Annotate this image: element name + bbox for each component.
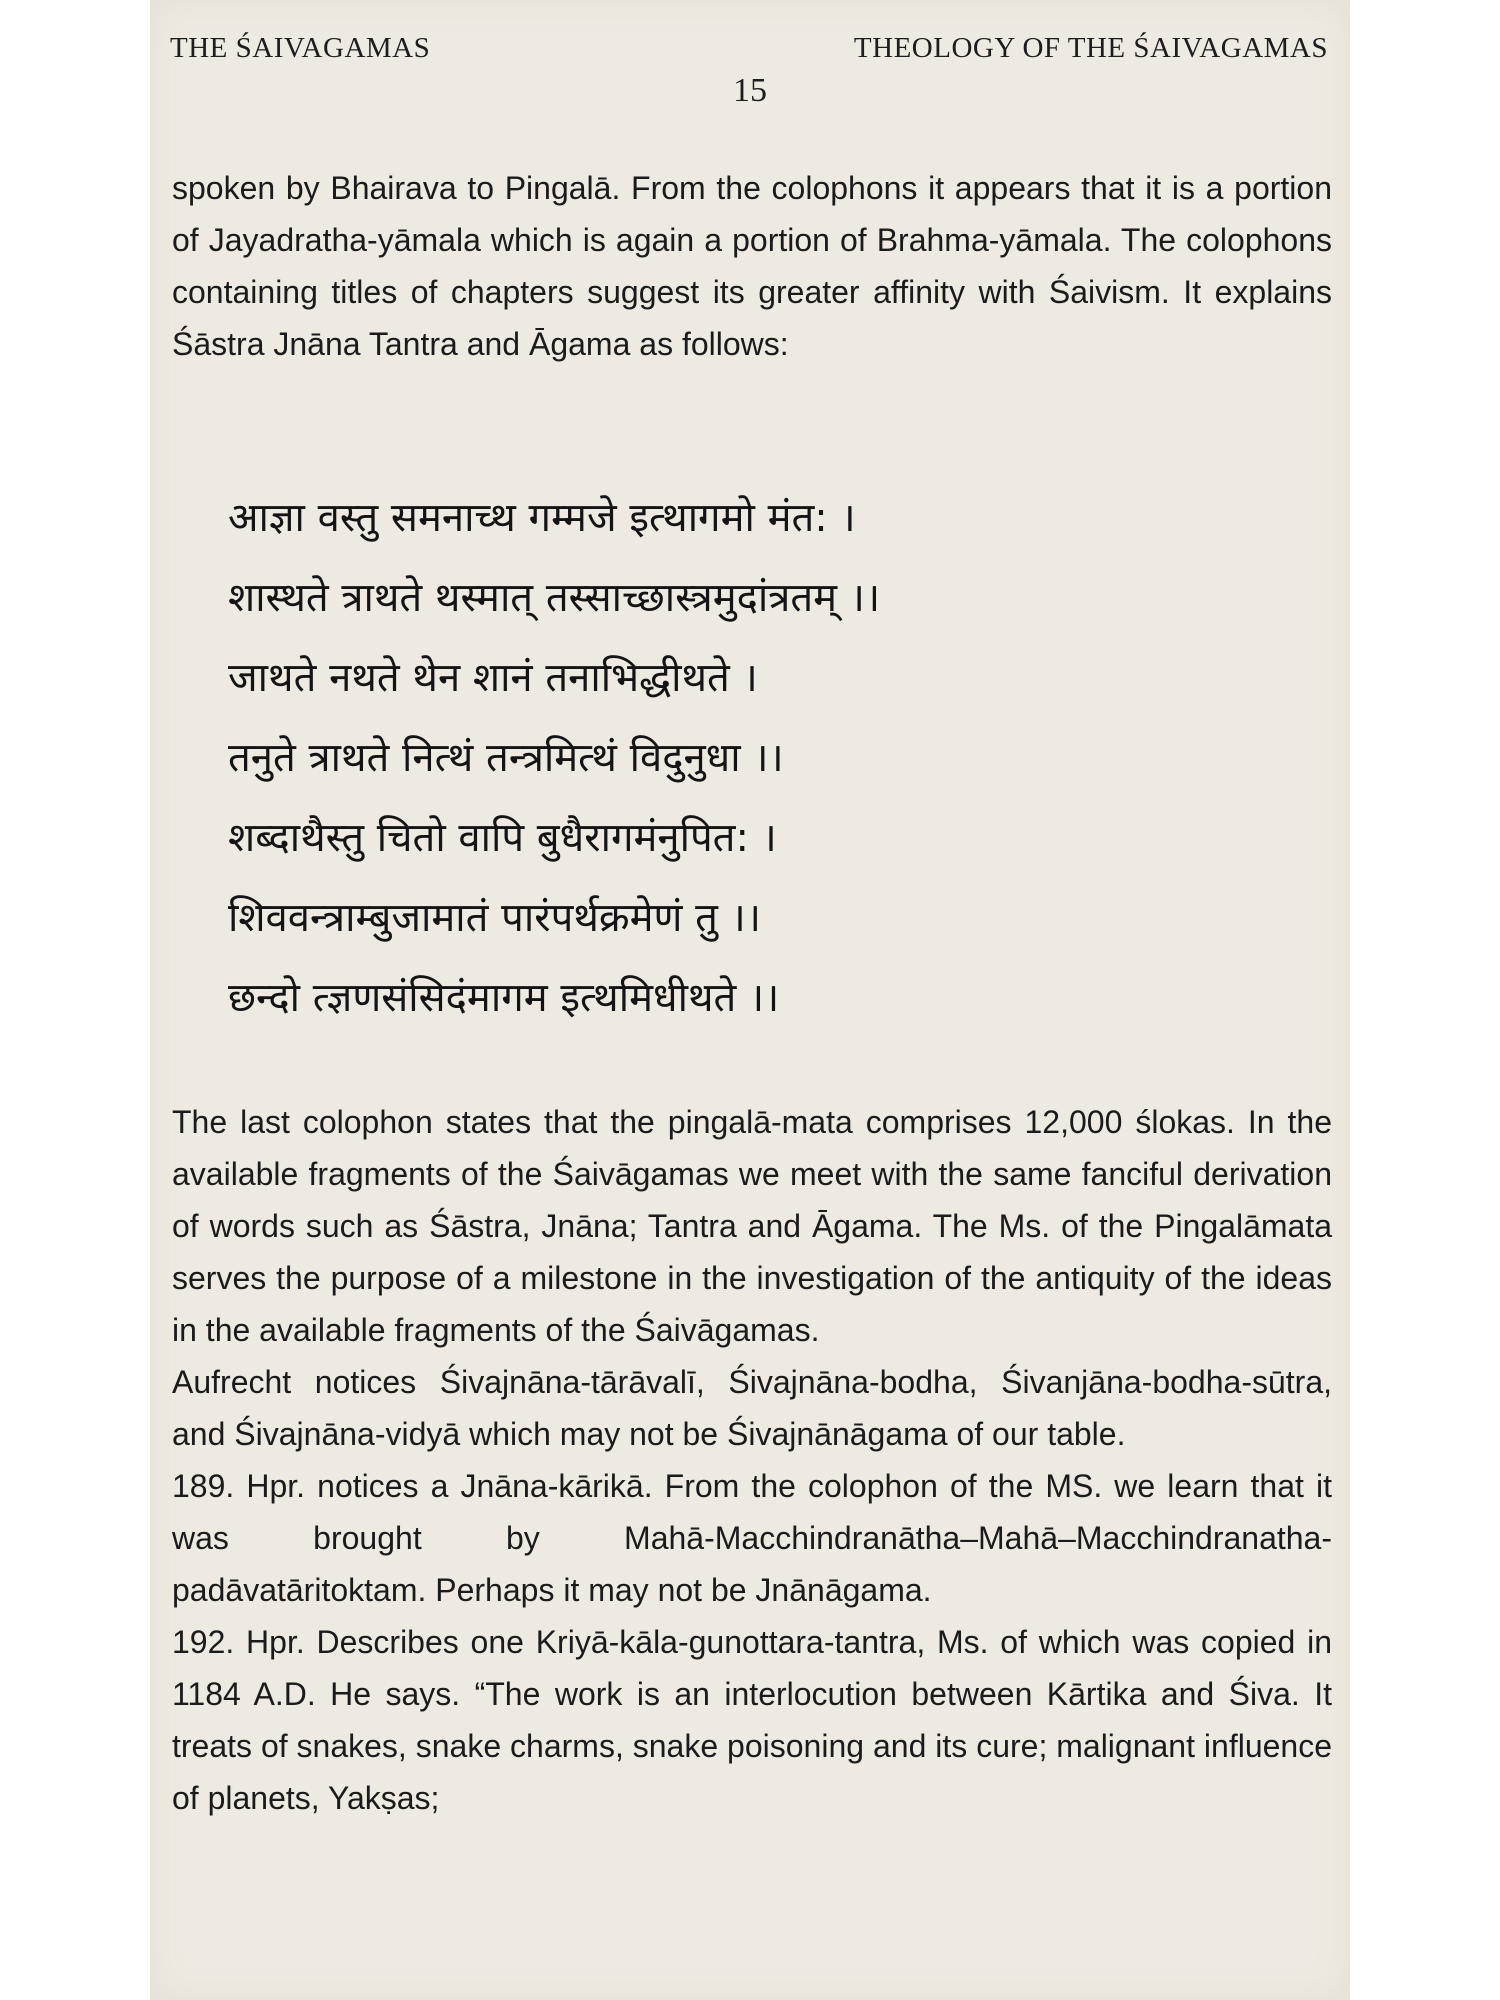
note-192: 192. Hpr. Describes one Kriyā-kāla-gunottara-tantra, Ms. of which was copied in 1184 A.D. He says. “The work is an interlocution between Kārtika and Śiva. It treats of snakes, snake charms, snake poisoning and its cure; malignant influence of planets, Yakṣas; xyxy=(172,1624,1332,1816)
header-left-title: THE ŚAIVAGAMAS xyxy=(170,32,431,64)
header-right-title: THEOLOGY OF THE ŚAIVAGAMAS xyxy=(853,32,1328,64)
intro-paragraph-block xyxy=(172,162,1332,370)
paragraph-aufrecht: Aufrecht notices Śivajnāna-tārāvalī, Śivajnāna-bodha, Śivanjāna-bodha-sūtra, and Śivajnāna-vidyā which may not be Śivajnānāgama of our table. xyxy=(172,1364,1332,1452)
verse-line: तनुते त्राथते नित्थं तन्त्रमित्थं विदुनुधा ।। xyxy=(228,735,784,781)
notes-block xyxy=(172,1096,1332,1824)
verse-line: छन्दो त्ज्ञणसंसिदंमागम इत्थमिधीथते ।। xyxy=(228,975,780,1021)
verse-line: शब्दाथैस्तु चितो वापि बुधैरागमंनुपित: । xyxy=(228,815,777,861)
verse-line: जाथते नथते थेन शानं तनाभिद्धीथते । xyxy=(228,655,758,701)
verse-line: आज्ञा वस्तु समनाच्थ गम्मजे इत्थागमो मंत: । xyxy=(228,495,856,541)
verse-line: शास्थते त्राथते थस्मात् तस्साच्छास्त्रमुदांत्रतम् ।। xyxy=(228,575,881,621)
running-header xyxy=(170,32,1328,72)
sanskrit-verses xyxy=(228,478,1308,1038)
paragraph-last-colophon: The last colophon states that the pingalā-mata comprises 12,000 ślokas. In the available fragments of the Śaivāgamas we meet with the same fanciful derivation of words such as Śāstra, Jnāna; Tantra and Āgama. The Ms. of the Pingalāmata serves the purpose of a milestone in the investigation of the antiquity of the ideas in the available fragments of the Śaivāgamas. xyxy=(172,1104,1332,1348)
page-number: 15 xyxy=(733,72,767,109)
book-page xyxy=(150,0,1350,2000)
note-189: 189. Hpr. notices a Jnāna-kārikā. From the colophon of the MS. we learn that it was brought by Mahā-Macchindranātha–Mahā–Macchindranatha-padāvatāritoktam. Perhaps it may not be Jnānāgama. xyxy=(172,1468,1332,1608)
intro-paragraph: spoken by Bhairava to Pingalā. From the colophons it appears that it is a portion of Jayadratha-yāmala which is again a portion of Brahma-yāmala. The colophons containing titles of chapters suggest its greater affinity with Śaivism. It explains Śāstra Jnāna Tantra and Āgama as follows: xyxy=(172,170,1332,362)
verse-line: शिववन्त्राम्बुजामातं पारंपर्थक्रमेणं तु ।। xyxy=(228,895,761,941)
